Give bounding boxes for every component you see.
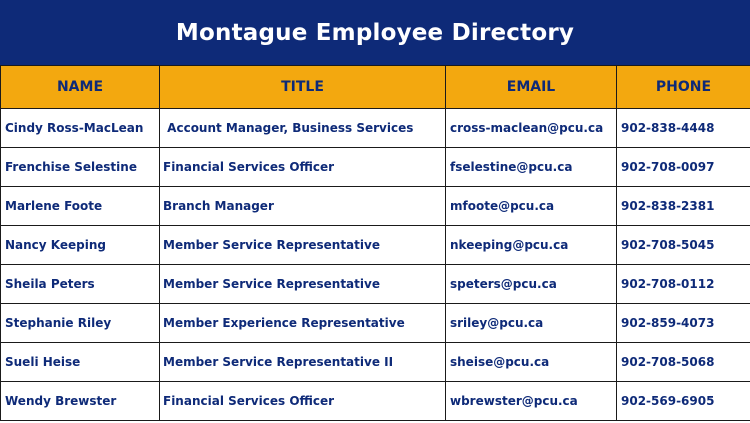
title-bar (0, 0, 750, 65)
employee-name: Nancy Keeping (1, 226, 160, 265)
employee-email[interactable]: fselestine@pcu.ca (446, 148, 617, 187)
column-header-phone: PHONE (617, 66, 750, 109)
employee-name: Wendy Brewster (1, 382, 160, 421)
table-row (1, 187, 750, 226)
table-row (1, 382, 750, 421)
employee-name: Frenchise Selestine (1, 148, 160, 187)
employee-name: Sheila Peters (1, 265, 160, 304)
table-row (1, 226, 750, 265)
employee-name: Marlene Foote (1, 187, 160, 226)
employee-name: Stephanie Riley (1, 304, 160, 343)
table-row (1, 343, 750, 382)
employee-title: Member Experience Representative (160, 304, 446, 343)
table-row (1, 304, 750, 343)
employee-title: Member Service Representative (160, 226, 446, 265)
table-row (1, 109, 750, 148)
employee-title: Member Service Representative II (160, 343, 446, 382)
employee-title: Member Service Representative (160, 265, 446, 304)
employee-phone: 902-838-2381 (617, 187, 750, 226)
employee-title: Financial Services Officer (160, 382, 446, 421)
employee-phone: 902-838-4448 (617, 109, 750, 148)
employee-email[interactable]: speters@pcu.ca (446, 265, 617, 304)
employee-title: Branch Manager (160, 187, 446, 226)
employee-title: Financial Services Officer (160, 148, 446, 187)
employee-email[interactable]: cross-maclean@pcu.ca (446, 109, 617, 148)
employee-email[interactable]: nkeeping@pcu.ca (446, 226, 617, 265)
employee-email[interactable]: sheise@pcu.ca (446, 343, 617, 382)
employee-table (0, 65, 750, 421)
employee-name: Sueli Heise (1, 343, 160, 382)
table-row (1, 265, 750, 304)
employee-title: Account Manager, Business Services (160, 109, 446, 148)
column-header-name: NAME (1, 66, 160, 109)
column-header-title: TITLE (160, 66, 446, 109)
employee-phone: 902-569-6905 (617, 382, 750, 421)
table-row (1, 148, 750, 187)
employee-name: Cindy Ross-MacLean (1, 109, 160, 148)
employee-phone: 902-708-5068 (617, 343, 750, 382)
employee-email[interactable]: sriley@pcu.ca (446, 304, 617, 343)
page-title: Montague Employee Directory (175, 19, 575, 46)
employee-phone: 902-708-0097 (617, 148, 750, 187)
employee-phone: 902-708-5045 (617, 226, 750, 265)
employee-email[interactable]: wbrewster@pcu.ca (446, 382, 617, 421)
employee-phone: 902-859-4073 (617, 304, 750, 343)
employee-phone: 902-708-0112 (617, 265, 750, 304)
table-header-row (1, 66, 750, 109)
employee-email[interactable]: mfoote@pcu.ca (446, 187, 617, 226)
column-header-email: EMAIL (446, 66, 617, 109)
